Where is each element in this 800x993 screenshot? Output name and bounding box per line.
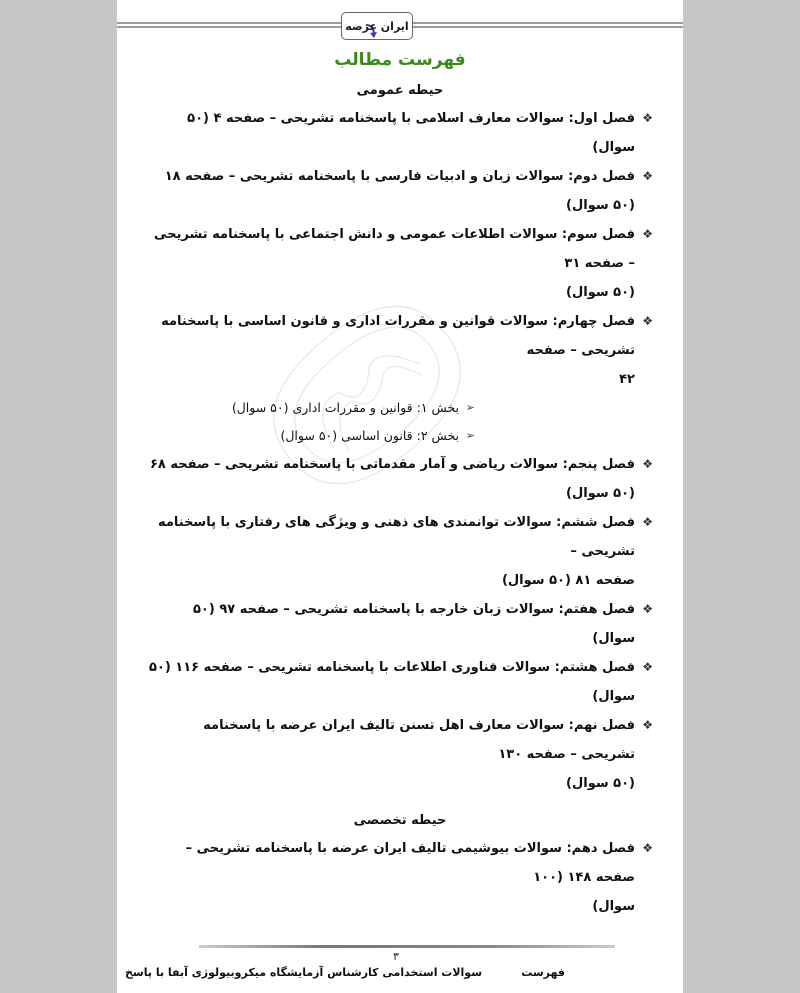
- diamond-bullet-icon: ❖: [642, 660, 653, 674]
- toc-entry[interactable]: [147, 220, 653, 307]
- subentry-text: بخش ۲: قانون اساسی (۵۰ سوال): [280, 428, 459, 443]
- entry-text: فصل چهارم: سوالات قوانین و مقررات اداری و قانون اساسی با پاسخنامه تشریحی – صفحه: [161, 314, 635, 358]
- entry-text: فصل هفتم: سوالات زبان خارجه با پاسخنامه تشریحی – صفحه ۹۷ (۵۰ سوال): [192, 602, 635, 646]
- entry-text: فصل دهم: سوالات بیوشیمی تالیف ایران عرضه با پاسخنامه تشریحی – صفحه ۱۴۸ (۱۰۰: [185, 841, 635, 885]
- entry-text: فصل هشتم: سوالات فناوری اطلاعات با پاسخنامه تشریحی – صفحه ۱۱۶ (۵۰ سوال): [148, 660, 635, 704]
- page-title: فهرست مطالب: [334, 50, 466, 70]
- toc-entry[interactable]: [147, 711, 653, 798]
- footer-row: [125, 965, 675, 981]
- entry-text-continuation: (۵۰ سوال): [566, 285, 635, 300]
- page-header: [147, 0, 653, 44]
- toc-subentry[interactable]: [147, 422, 653, 450]
- logo-text: ایران عرضه: [345, 19, 409, 33]
- diamond-bullet-icon: ❖: [642, 169, 653, 183]
- brand-logo: [341, 12, 413, 40]
- diamond-bullet-icon: ❖: [642, 602, 653, 616]
- entry-text-continuation: صفحه ۸۱ (۵۰ سوال): [501, 573, 635, 588]
- diamond-bullet-icon: ❖: [642, 111, 653, 125]
- entry-text-continuation: (۵۰ سوال): [566, 776, 635, 791]
- arrow-bullet-icon: ➢: [465, 401, 475, 414]
- toc-subentry[interactable]: [147, 394, 653, 422]
- diamond-bullet-icon: ❖: [642, 227, 653, 241]
- diamond-bullet-icon: ❖: [642, 718, 653, 732]
- arrow-bullet-icon: ➢: [465, 429, 475, 442]
- toc-entry[interactable]: [147, 450, 653, 508]
- entry-text: فصل پنجم: سوالات ریاضی و آمار مقدماتی با پاسخنامه تشریحی – صفحه ۶۸ (۵۰ سوال): [149, 457, 635, 501]
- document-page: [117, 0, 683, 993]
- toc-entry[interactable]: [147, 307, 653, 394]
- entry-text: فصل اول: سوالات معارف اسلامی با پاسخنامه تشریحی – صفحه ۴ (۵۰ سوال): [187, 111, 635, 155]
- toc-entry[interactable]: [147, 653, 653, 711]
- page-number: ۳: [393, 950, 399, 963]
- diamond-bullet-icon: ❖: [642, 841, 653, 855]
- entry-text-continuation: سوال): [592, 899, 635, 914]
- footer-rule: [199, 945, 615, 948]
- diamond-bullet-icon: ❖: [642, 457, 653, 471]
- entry-text: فصل نهم: سوالات معارف اهل تسنن تالیف ایران عرضه با پاسخنامه تشریحی – صفحه ۱۳۰: [203, 718, 635, 762]
- entry-text: فصل ششم: سوالات توانمندی های ذهنی و ویژگی های رفتاری با پاسخنامه تشریحی –: [157, 515, 635, 559]
- footer-book-title: سوالات استخدامی کارشناس آزمایشگاه میکروبیولوژی آبفا با پاسخ: [125, 966, 483, 979]
- diamond-bullet-icon: ❖: [642, 314, 653, 328]
- table-of-contents: [147, 104, 653, 921]
- toc-entry[interactable]: [147, 104, 653, 162]
- toc-entry[interactable]: [147, 508, 653, 595]
- entry-text-continuation: ۴۲: [619, 372, 635, 387]
- toc-entry[interactable]: [147, 834, 653, 921]
- diamond-bullet-icon: ❖: [642, 515, 653, 529]
- section-heading-specialized: حیطه تخصصی: [353, 813, 447, 828]
- toc-entry[interactable]: [147, 162, 653, 220]
- footer-section-label: فهرست: [521, 966, 565, 979]
- page-footer: [125, 945, 653, 993]
- subentry-text: بخش ۱: قوانین و مقررات اداری (۵۰ سوال): [231, 400, 459, 415]
- entry-text: فصل دوم: سوالات زبان و ادبیات فارسی با پاسخنامه تشریحی – صفحه ۱۸ (۵۰ سوال): [164, 169, 635, 213]
- section-heading-general: حیطه عمومی: [356, 83, 444, 98]
- toc-entry[interactable]: [147, 595, 653, 653]
- entry-text: فصل سوم: سوالات اطلاعات عمومی و دانش اجتماعی با پاسخنامه تشریحی – صفحه ۳۱: [154, 227, 635, 271]
